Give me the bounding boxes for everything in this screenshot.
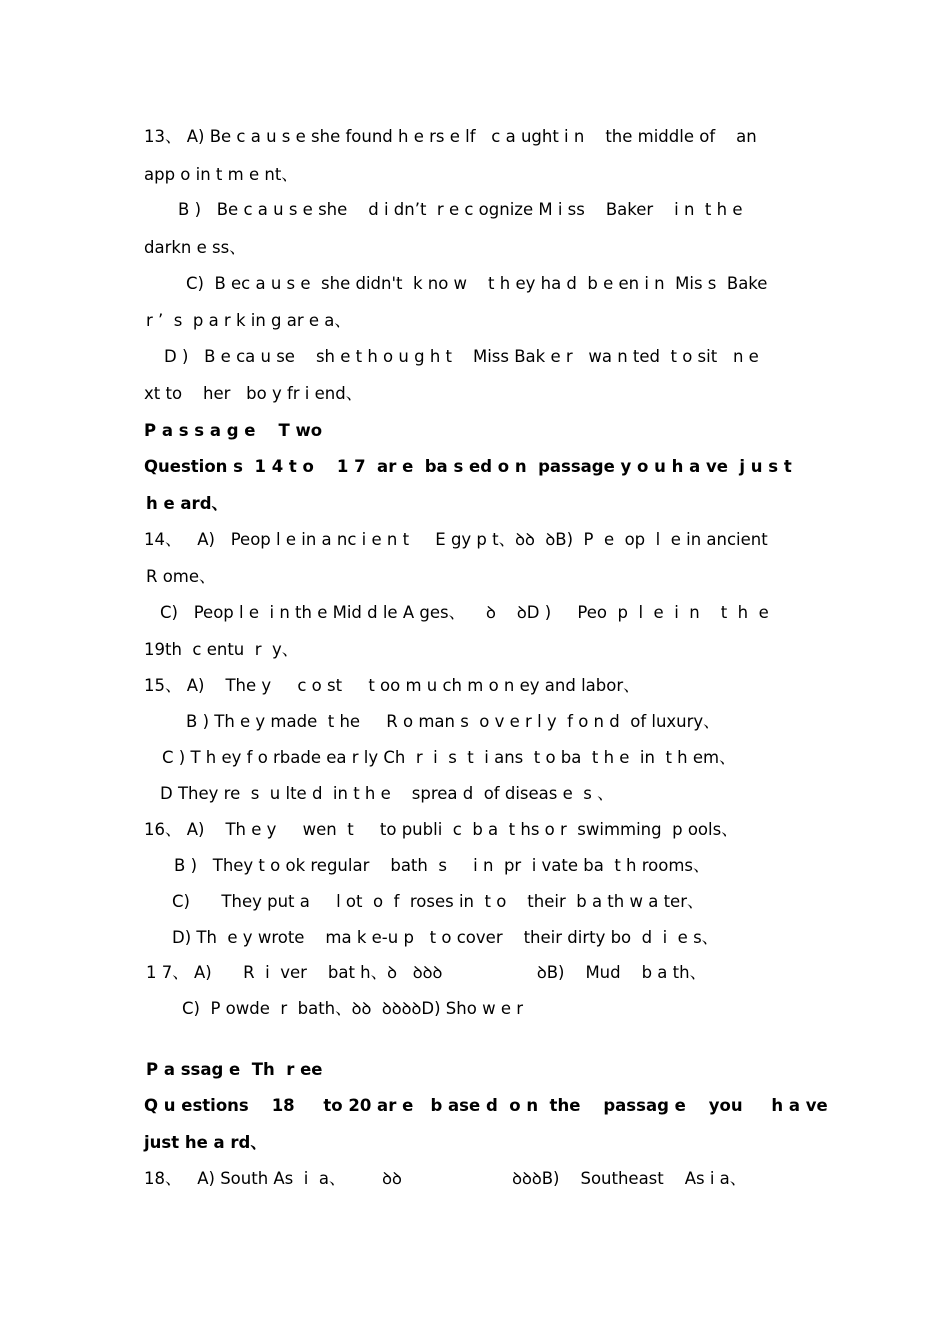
q14-option-d-cont: 19th c entu r y、: [144, 640, 299, 659]
q17-options-cd: C) P owde r bath、ꝺꝺ ꝺꝺꝺꝺD) Sho w e r: [182, 999, 524, 1018]
q13-option-c-line2: r ’ s p a r k in g ar e a、: [146, 311, 351, 330]
q16-option-b: B ) They t o ok regular bath s i n pr i vate ba t h rooms、: [174, 856, 710, 875]
q18-options-ab: 18、 A) South As i a、 ꝺꝺ ꝺꝺꝺB) Southeast As i a、: [144, 1169, 747, 1188]
q14-options-cd: C) Peop l e i n th e Mid d le A ges、 ꝺ ꝺD ) Peo p l e i n t h e: [160, 603, 769, 622]
q16-option-a: 16、 A) Th e y wen t to publi c b a t hs o r swimming p ools、: [144, 820, 738, 839]
q15-option-a: 15、 A) The y c o st t oo m u ch m o n ey and labor、: [144, 676, 640, 695]
q15-option-d: D They re s u lte d in t h e sprea d of diseas e s 、: [160, 784, 614, 803]
q14-option-b-cont: R ome、: [146, 567, 216, 586]
q13-option-d-line2: xt to her bo y fr i end、: [144, 384, 363, 403]
q13-option-a-line2: app o in t m e nt、: [144, 165, 298, 184]
passage-three-instruction-line2: just he a rd、: [144, 1133, 267, 1152]
q17-options-ab: 1 7、 A) R i ver bat h、ꝺ ꝺꝺꝺ ꝺB) Mud b a th、: [146, 963, 707, 982]
q16-option-d: D) Th e y wrote ma k e-u p t o cover their dirty bo d i e s、: [172, 928, 719, 947]
q13-option-c-line1: C) B ec a u s e she didn't k no w t h ey ha d b e en i n Mis s Bake: [186, 274, 768, 293]
q13-option-d-line1: D ) B e ca u se sh e t h o u g h t Miss Bak e r wa n ted t o sit n e: [164, 347, 759, 366]
q13-option-b-line1: B ) Be c a u s e she d i dn’t r e c ognize M i ss Baker i n t h e: [178, 200, 743, 219]
q16-option-c: C) They put a l ot o f roses in t o their b a th w a ter、: [172, 892, 704, 911]
q15-option-c: C ) T h ey f o rbade ea r ly Ch r i s t i ans t o ba t h e in t h em、: [162, 748, 736, 767]
q13-option-a-line1: 13、 A) Be c a u s e she found h e rs e lf c a ught i n the middle of an: [144, 127, 757, 146]
q13-option-b-line2: darkn e ss、: [144, 238, 246, 257]
passage-two-heading: P a s s a g e T wo: [144, 421, 323, 440]
passage-two-instruction-line2: h e ard、: [146, 494, 229, 513]
passage-three-heading: P a ssag e Th r ee: [146, 1060, 323, 1079]
q15-option-b: B ) Th e y made t he R o man s o v e r l y f o n d of luxury、: [186, 712, 720, 731]
passage-two-instruction-line1: Question s 1 4 t o 1 7 ar e ba s ed o n passage y o u h a ve j u s t: [144, 457, 792, 476]
passage-three-instruction-line1: Q u estions 18 to 20 ar e b ase d o n the passag e you h a ve: [144, 1096, 828, 1115]
q14-options-ab: 14、 A) Peop l e in a nc i e n t E gy p t、ꝺꝺ ꝺB) P e op l e in ancient: [144, 530, 768, 549]
